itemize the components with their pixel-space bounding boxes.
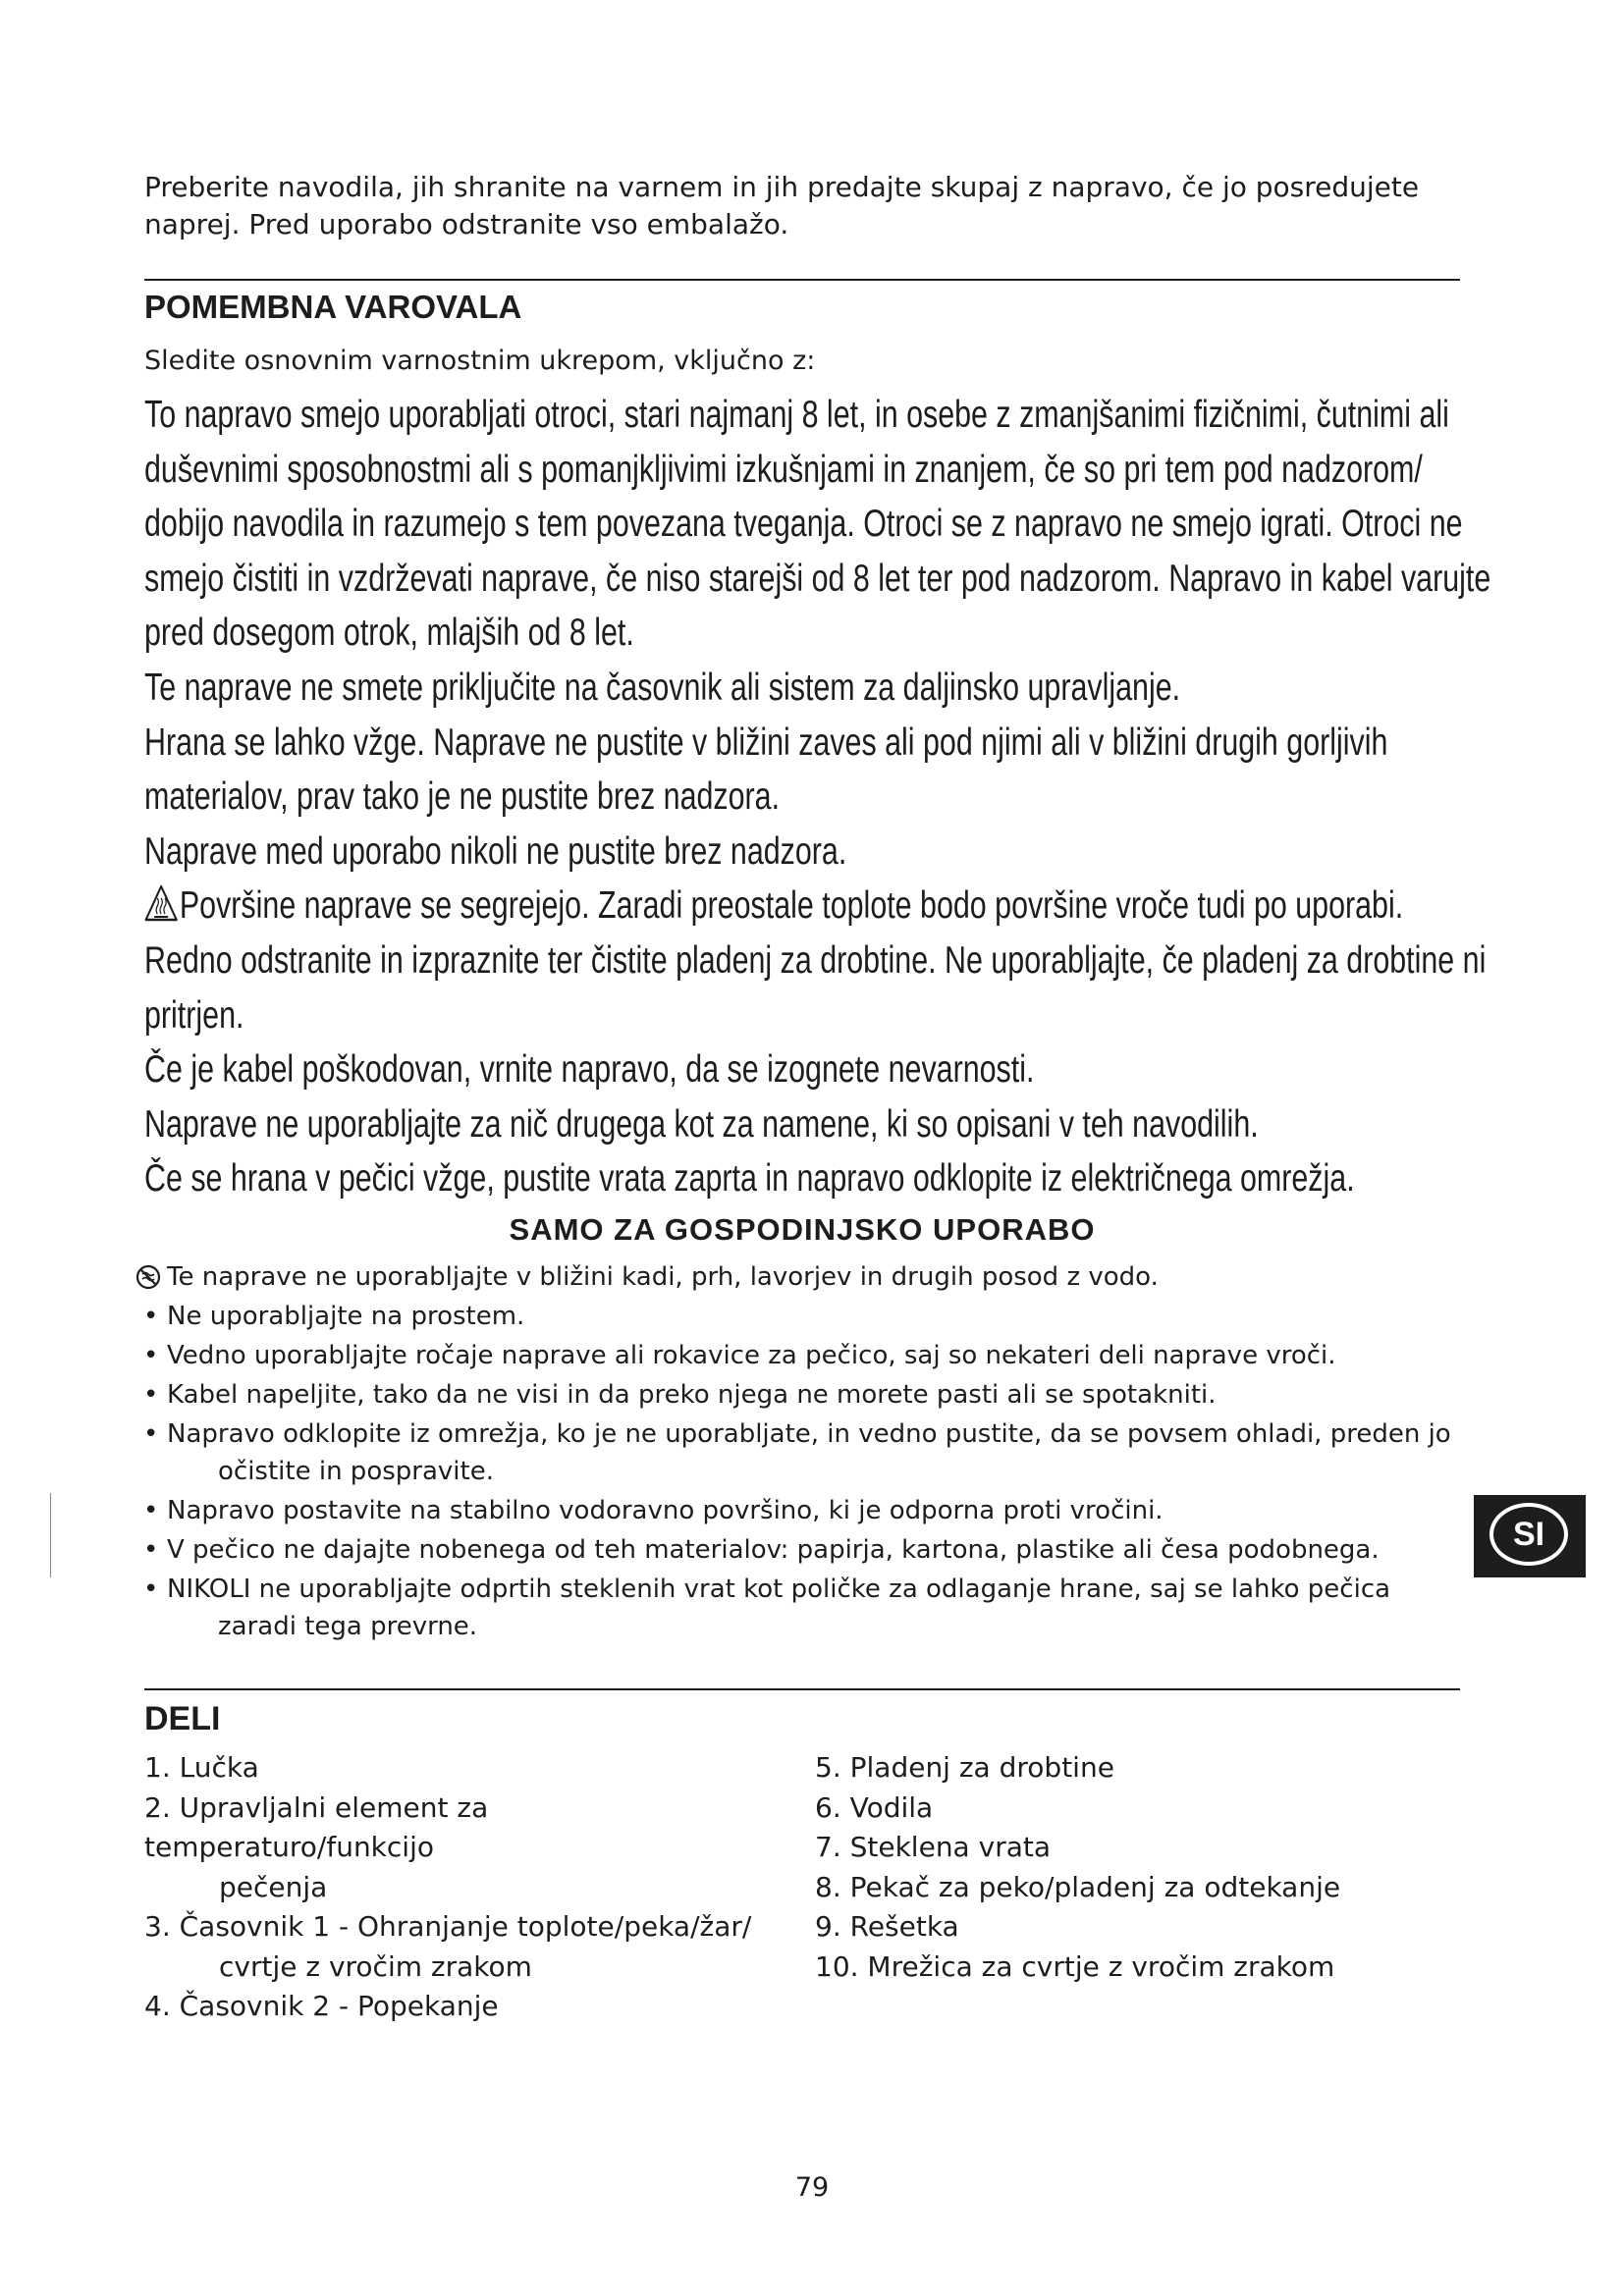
list-item-text: Kabel napeljite, tako da ne visi in da preko njega ne morete pasti ali se spotakniti. [167,1380,1217,1410]
part-item: 9. Rešetka [815,1910,959,1943]
list-item-text: V pečico ne dajajte nobenega od teh materialov: papirja, kartona, plastike ali česa podobnega. [167,1535,1380,1565]
warning-paragraph: Naprave med uporabo nikoli ne pustite brez nadzora. [144,829,847,873]
parts-list-right [815,1748,1424,1987]
bullet: • [143,1575,159,1604]
hot-surface-text: Površine naprave se segrejejo. Zaradi preostale toplote bodo površine vroče tudi po uporabi. [179,884,1404,928]
safety-heading: POMEMBNA VAROVALA [144,289,522,325]
parts-list-left [144,1748,773,2027]
warning-paragraph: Naprave ne uporabljajte za nič drugega kot za namene, ki so opisani v teh navodilih. [144,1102,1259,1146]
list-item-text: Te naprave ne uporabljajte v bližini kadi, prh, lavorjev in drugih posod z vodo. [167,1262,1159,1292]
margin-mark [50,1493,51,1577]
bullet: • [143,1419,159,1449]
list-item [137,1375,1473,1415]
list-item-text: Napravo postavite na stabilno vodoravno površino, ki je odporna proti vročini. [167,1496,1164,1525]
warning-paragraph: Te naprave ne smete priključite na časovnik ali sistem za daljinsko upravljanje. [144,666,1181,709]
part-item: 1. Lučka [144,1751,259,1784]
part-item: 5. Pladenj za drobtine [815,1751,1114,1784]
part-item: 10. Mrežica za cvrtje z vročim zrakom [815,1949,1335,1983]
divider [144,279,1460,281]
warning-paragraph: To napravo smejo uporabljati otroci, stari najmanj 8 let, in osebe z zmanjšanimi fizičnimi, čutnimi ali duševnimi sposobnostmi ali s pomanjkljivimi izkušnjami in znanjem, če so pri tem pod nadzorom/ dobijo navodila in razumejo s tem povezana tveganja. Otroci se z napravo ne smejo igrati. Otroci ne smejo čistiti in vzdrževati naprave, če niso starejši od 8 let ter pod nadzorom. Napravo in kabel varujte pred dosegom otrok, mlajših od 8 let. [144,394,1491,655]
list-item [137,1257,1473,1297]
bullet: • [143,1380,159,1410]
list-item-text: Vedno uporabljajte ročaje naprave ali rokavice za pečico, saj so nekateri deli naprave vroči. [167,1341,1336,1370]
bullet: • [143,1302,159,1331]
part-item: 4. Časovnik 2 - Popekanje [144,1990,499,2022]
part-item: 8. Pekač za peko/pladenj za odtekanje [815,1870,1341,1903]
part-item: 7. Steklena vrata [815,1831,1051,1863]
household-rules-list [137,1257,1473,1646]
list-item [137,1336,1473,1375]
intro-text: Preberite navodila, jih shranite na varnem in jih predajte skupaj z napravo, če jo posredujete naprej. Pred uporabo odstranite vso embalažo. [144,171,1420,240]
list-item-text: Ne uporabljajte na prostem. [167,1302,525,1331]
parts-heading: DELI [144,1700,221,1737]
list-item [137,1297,1473,1336]
bullet: • [143,1496,159,1525]
language-code: SI [1512,1516,1545,1553]
bullet: • [143,1535,159,1565]
page-number: 79 [794,2172,830,2203]
warning-paragraph: Redno odstranite in izpraznite ter čistite pladenj za drobtine. Ne uporabljajte, če pladenj za drobtine ni pritrjen. [144,938,1487,1037]
warning-paragraph: Hrana se lahko vžge. Naprave ne pustite v bližini zaves ali pod njimi ali v bližini drugih gorljivih materialov, prav tako je ne pustite brez nadzora. [144,721,1388,819]
divider [144,1688,1460,1690]
household-heading: SAMO ZA GOSPODINJSKO UPORABO [509,1212,1096,1247]
list-item [137,1415,1473,1491]
list-item [137,1491,1473,1530]
warning-paragraph-hot [144,879,1507,934]
safety-subheading: Sledite osnovnim varnostnim ukrepom, vključno z: [144,346,816,376]
list-item-continuation: očistite in pospravite. [218,1457,494,1486]
language-badge [1474,1495,1586,1577]
safety-warnings [144,388,1491,1206]
badge-ring [1489,1503,1568,1566]
hot-surface-warning-icon [144,884,178,922]
list-item-continuation: zaradi tega prevrne. [218,1612,478,1641]
list-item [137,1570,1473,1646]
warning-paragraph: Če se hrana v pečici vžge, pustite vrata zaprta in napravo odklopite iz električnega omrežja. [144,1157,1355,1201]
warning-paragraph: Če je kabel poškodovan, vrnite napravo, da se izognete nevarnosti. [144,1048,1035,1092]
part-item: 3. Časovnik 1 - Ohranjanje toplote/peka/žar/ cvrtje z vročim zrakom [144,1910,752,1983]
bullet: • [143,1341,159,1370]
list-item [137,1530,1473,1570]
list-item-text: Napravo odklopite iz omrežja, ko je ne uporabljate, in vedno pustite, da se povsem ohladi, preden jo [167,1419,1451,1449]
part-item: 2. Upravljalni element za temperaturo/funkcijo pečenja [144,1790,489,1903]
no-water-icon [135,1264,161,1290]
part-item: 6. Vodila [815,1790,934,1824]
list-item-text: NIKOLI ne uporabljajte odprtih steklenih vrat kot poličke za odlaganje hrane, saj se lahko pečica [167,1575,1391,1604]
